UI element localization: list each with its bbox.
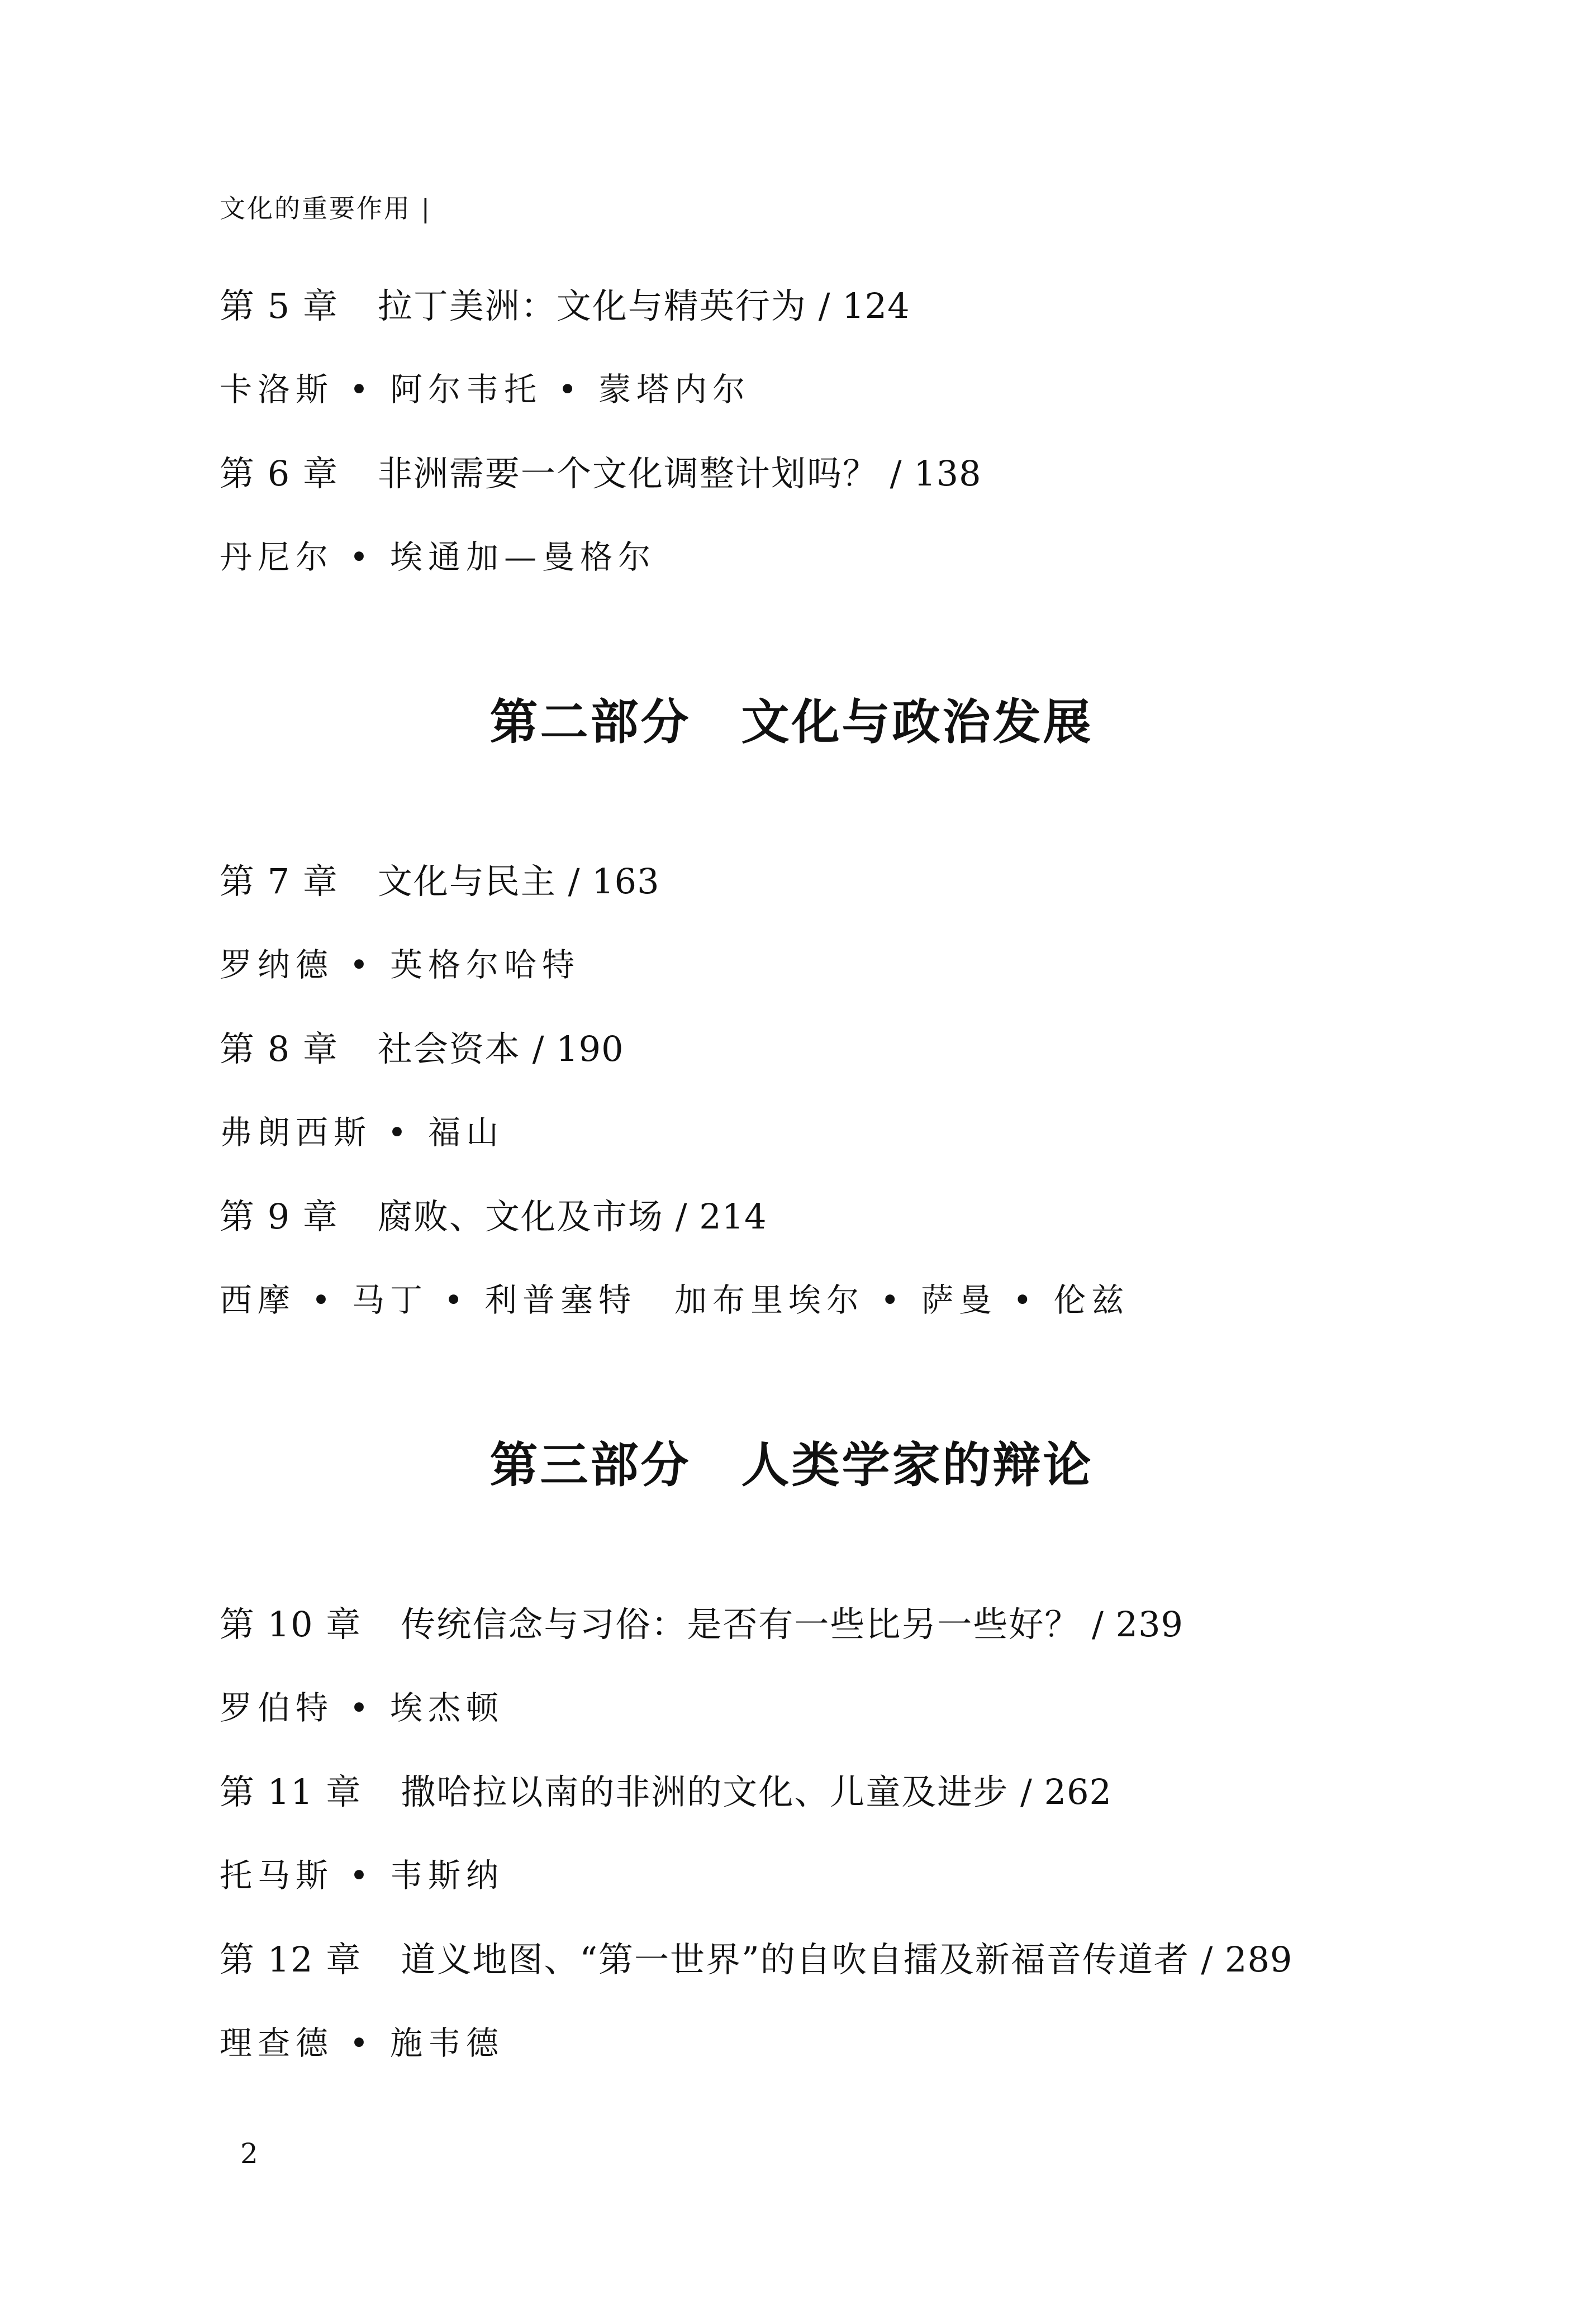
chapter-title: 非洲需要一个文化调整计划吗？ — [377, 453, 878, 494]
chapter-12-author: 理查德 • 施韦德 — [220, 2024, 505, 2062]
part-title: 人类学家的辩论 — [741, 1437, 1094, 1493]
chapter-title: 传统信念与习俗：是否有一些比另一些好？ — [401, 1604, 1081, 1645]
toc-chapter-11[interactable] — [220, 1771, 1112, 1813]
chapter-page-number: / 190 — [520, 1028, 624, 1069]
chapter-number: 第 6 章 — [220, 453, 339, 494]
chapter-8-author: 弗朗西斯 • 福山 — [220, 1113, 505, 1151]
chapter-number: 第 12 章 — [220, 1939, 362, 1980]
chapter-title: 社会资本 — [377, 1028, 521, 1069]
part-3-heading — [0, 1436, 1583, 1495]
toc-chapter-12[interactable] — [220, 1939, 1292, 1981]
chapter-number: 第 10 章 — [220, 1604, 362, 1645]
chapter-number: 第 8 章 — [220, 1028, 339, 1069]
page-number: 2 — [240, 2137, 258, 2170]
chapter-title: 文化与民主 — [377, 861, 557, 902]
chapter-9-authors: 西摩 • 马丁 • 利普塞特 加布里埃尔 • 萨曼 • 伦兹 — [220, 1281, 1130, 1319]
chapter-title: 道义地图、“第一世界”的自吹自擂及新福音传道者 — [401, 1939, 1190, 1980]
part-title: 文化与政治发展 — [741, 694, 1094, 750]
chapter-page-number: / 239 — [1080, 1604, 1183, 1645]
toc-chapter-6[interactable] — [220, 453, 982, 495]
chapter-5-author: 卡洛斯 • 阿尔韦托 • 蒙塔内尔 — [220, 370, 751, 408]
toc-chapter-7[interactable] — [220, 860, 660, 903]
part-label: 第三部分 — [489, 1437, 691, 1493]
chapter-page-number: / 138 — [878, 453, 982, 494]
chapter-page-number: / 262 — [1009, 1771, 1112, 1812]
toc-chapter-5[interactable] — [220, 285, 910, 327]
toc-chapter-9[interactable] — [220, 1196, 767, 1238]
chapter-number: 第 5 章 — [220, 285, 339, 326]
chapter-number: 第 7 章 — [220, 861, 339, 902]
chapter-page-number: / 289 — [1189, 1939, 1293, 1980]
running-header: 文化的重要作用 | — [220, 193, 432, 223]
chapter-page-number: / 163 — [556, 861, 660, 902]
chapter-title: 拉丁美洲：文化与精英行为 — [377, 285, 807, 326]
chapter-number: 第 11 章 — [220, 1771, 362, 1812]
chapter-title: 腐败、文化及市场 — [377, 1196, 664, 1237]
chapter-11-author: 托马斯 • 韦斯纳 — [220, 1856, 505, 1894]
chapter-title: 撒哈拉以南的非洲的文化、儿童及进步 — [401, 1771, 1009, 1812]
chapter-number: 第 9 章 — [220, 1196, 339, 1237]
toc-chapter-8[interactable] — [220, 1028, 624, 1070]
part-2-heading — [0, 693, 1583, 752]
part-label: 第二部分 — [489, 694, 691, 750]
chapter-10-author: 罗伯特 • 埃杰顿 — [220, 1689, 505, 1727]
toc-chapter-10[interactable] — [220, 1603, 1183, 1646]
chapter-page-number: / 124 — [806, 285, 910, 326]
chapter-page-number: / 214 — [663, 1196, 767, 1237]
chapter-6-author: 丹尼尔 • 埃通加—曼格尔 — [220, 538, 657, 576]
chapter-7-author: 罗纳德 • 英格尔哈特 — [220, 946, 581, 984]
